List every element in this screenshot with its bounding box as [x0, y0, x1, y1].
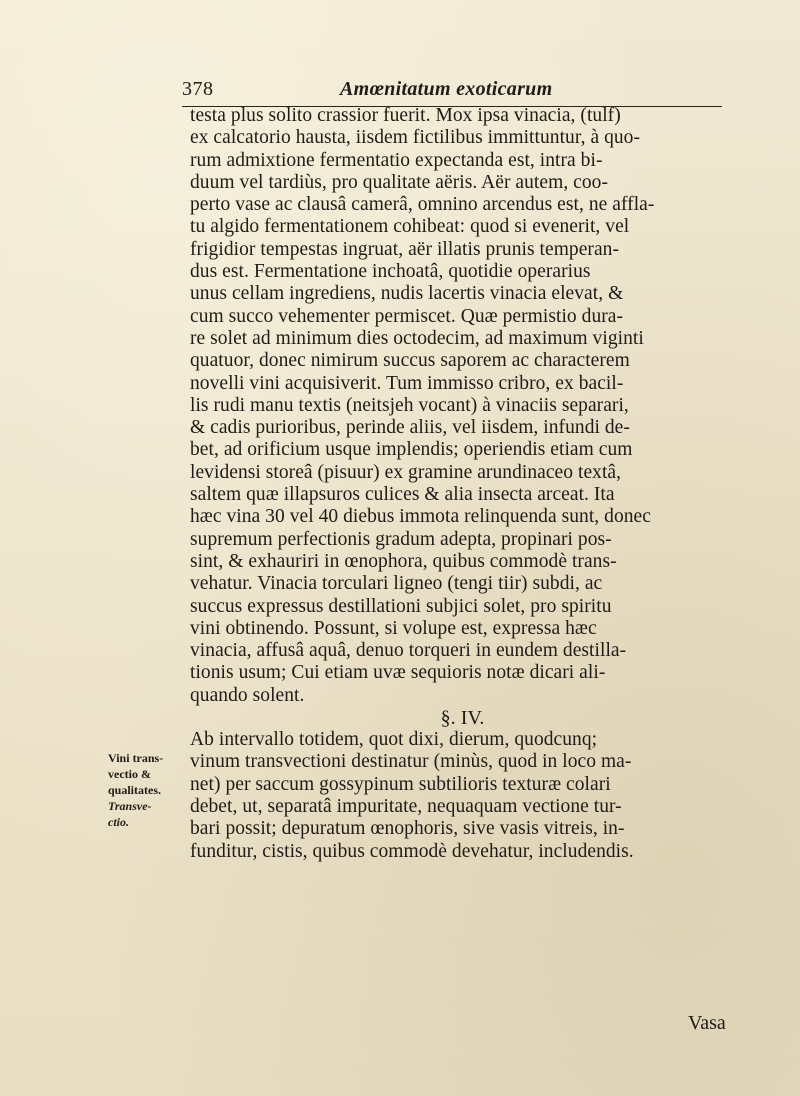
text-line: ex calcatorio hausta, iisdem fictilibus immittuntur, à quo-	[190, 127, 641, 149]
text-line: quando solent.	[190, 684, 305, 706]
text-line: rum admixtione fermentatio expectanda est, intra bi-	[190, 149, 603, 171]
page-number: 378	[182, 78, 214, 100]
text-line: sint, & exhauriri in œnophora, quibus commodè trans-	[190, 550, 617, 572]
margin-note-line: qualitates.	[108, 783, 162, 797]
text-line: & cadis purioribus, perinde aliis, vel iisdem, infundi de-	[190, 417, 630, 439]
text-line: levidensi storeâ (pisuur) ex gramine arundinaceo textâ,	[190, 461, 622, 483]
text-line: net) per saccum gossypinum subtilioris texturæ colari	[190, 773, 611, 795]
body-text	[190, 105, 735, 863]
text-line: succus expressus destillationi subjici solet, pro spiritu	[190, 595, 612, 617]
text-line: testa plus solito crassior fuerit. Mox ipsa vinacia, (tulf)	[190, 105, 621, 126]
text-line: vini obtinendo. Possunt, si volupe est, expressa hæc	[190, 617, 597, 639]
page-header	[182, 78, 722, 107]
text-line: bari possit; depuratum œnophoris, sive vasis vitreis, in-	[190, 818, 625, 840]
text-line: vinum transvectioni destinatur (minùs, quod in loco ma-	[190, 751, 632, 773]
text-line: quatuor, donec nimirum succus saporem ac characterem	[190, 350, 630, 372]
margin-note-line: vectio &	[108, 767, 151, 781]
text-line: vinacia, affusâ aquâ, denuo torqueri in eundem destilla-	[190, 640, 627, 662]
text-line: frigidior tempestas ingruat, aër illatis prunis temperan-	[190, 238, 620, 260]
text-line: supremum perfectionis gradum adepta, propinari pos-	[190, 528, 612, 550]
running-head: Amœnitatum exoticarum	[340, 78, 553, 100]
text-line: saltem quæ illapsuros culices & alia insecta arceat. Ita	[190, 484, 615, 506]
text-line: bet, ad orificium usque implendis; operiendis etiam cum	[190, 439, 633, 461]
text-line: duum vel tardiùs, pro qualitate aëris. Aër autem, coo-	[190, 171, 609, 193]
text-line: Ab intervallo totidem, quot dixi, dierum, quodcunq;	[190, 729, 598, 751]
margin-note-line: Transve-	[108, 799, 152, 813]
text-line: hæc vina 30 vel 40 diebus immota relinquenda sunt, donec	[190, 506, 651, 528]
text-line: vehatur. Vinacia torculari ligneo (tengi tiir) subdi, ac	[190, 573, 603, 595]
text-line: tu algido fermentationem cohibeat: quod si evenerit, vel	[190, 216, 630, 238]
margin-note-line: ctio.	[108, 815, 129, 829]
margin-note-line: Vini trans-	[108, 751, 164, 765]
text-line: dus est. Fermentatione inchoatâ, quotidie operarius	[190, 261, 591, 283]
text-line: cum succo vehementer permiscet. Quæ permistio dura-	[190, 305, 624, 327]
text-line: perto vase ac clausâ camerâ, omnino arcendus est, ne affla-	[190, 194, 655, 216]
text-line: debet, ut, separatâ impuritate, nequaquam vectione tur-	[190, 795, 622, 817]
margin-note	[108, 750, 178, 830]
catchword: Vasa	[688, 1012, 726, 1034]
text-line: funditur, cistis, quibus commodè devehatur, includendis.	[190, 840, 634, 862]
text-line: novelli vini acquisiverit. Tum immisso cribro, ex bacil-	[190, 372, 624, 394]
text-line: re solet ad minimum dies octodecim, ad maximum viginti	[190, 327, 644, 349]
text-line: tionis usum; Cui etiam uvæ sequioris notæ dicari ali-	[190, 662, 606, 684]
text-line: lis rudi manu textis (neitsjeh vocant) à vinaciis separari,	[190, 394, 629, 416]
text-line: unus cellam ingrediens, nudis lacertis vinacia elevat, &	[190, 283, 624, 305]
section-number: §. IV.	[440, 707, 485, 730]
